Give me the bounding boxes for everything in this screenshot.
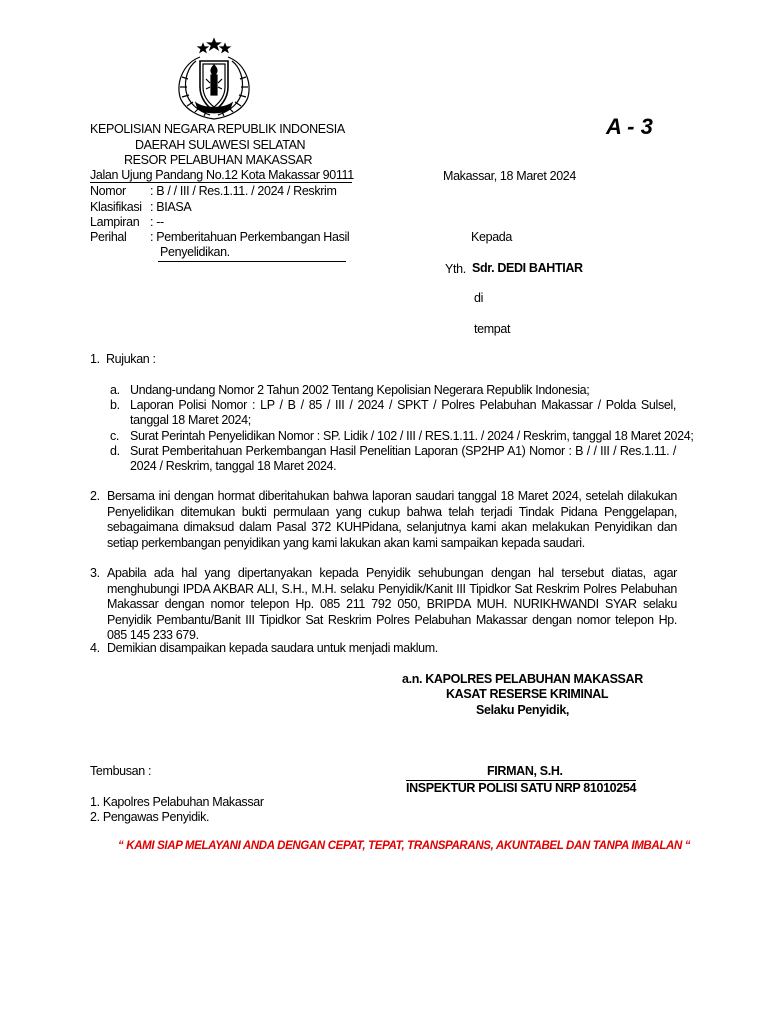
p4-number: 4. <box>90 641 100 655</box>
perihal-value-1: : Pemberitahuan Perkembangan Hasil <box>150 230 350 244</box>
ref-letter: b. <box>110 398 120 412</box>
motto: “ KAMI SIAP MELAYANI ANDA DENGAN CEPAT, TEPAT, TRANSPARANS, AKUNTABEL DAN TANPA IMBALAN “ <box>118 840 691 852</box>
perihal-value-2: Penyelidikan. <box>160 245 230 259</box>
header-underline <box>90 182 352 183</box>
place-date: Makassar, 18 Maret 2024 <box>443 169 576 183</box>
lampiran-label: Lampiran <box>90 215 140 229</box>
signature-an: a.n. KAPOLRES PELABUHAN MAKASSAR <box>402 672 643 686</box>
p1-number: 1. <box>90 352 100 366</box>
klasifikasi-value: : BIASA <box>150 200 192 214</box>
paragraph-2: Bersama ini dengan hormat diberitahukan bahwa laporan saudari tanggal 18 Maret 2024, setelah dilakukan Penyelidikan ditemukan bukti permulaan yang cukup bahwa telah terjadi Tindak Pidana Penggelapan, sebagaimana dimaksud dalam Pasal 372 KUHPidana, selanjutnya kami akan melakukan Penyidikan dan setiap perkembangan penyidikan yang kami lakukan akan kami sampaikan kepada saudari. <box>107 489 677 550</box>
yth-label: Yth. <box>445 262 466 276</box>
recipient-name: Sdr. DEDI BAHTIAR <box>472 261 583 275</box>
document-code: A - 3 <box>606 114 653 139</box>
ref-item: Undang-undang Nomor 2 Tahun 2002 Tentang Kepolisian Negerara Republik Indonesia; <box>130 383 590 397</box>
ref-letter: c. <box>110 429 120 443</box>
p3-number: 3. <box>90 566 100 580</box>
ref-item: Laporan Polisi Nomor : LP / B / 85 / III / 2024 / SPKT / Polres Pelabuhan Makassar / Polda Sulsel, tanggal 18 Maret 2024; <box>130 398 676 427</box>
nomor-label: Nomor <box>90 184 126 198</box>
header-line-2: DAERAH SULAWESI SELATAN <box>135 138 306 152</box>
tembusan-label: Tembusan : <box>90 764 152 778</box>
nomor-value: : B / / III / Res.1.11. / 2024 / Reskrim <box>150 184 337 198</box>
signature-kasat: KASAT RESERSE KRIMINAL <box>446 687 609 701</box>
p2-number: 2. <box>90 489 100 503</box>
ref-letter: d. <box>110 444 120 458</box>
tempat-label: tempat <box>474 322 511 336</box>
klasifikasi-label: Klasifikasi <box>90 200 142 214</box>
header-line-1: KEPOLISIAN NEGARA REPUBLIK INDONESIA <box>90 122 345 136</box>
kepada-label: Kepada <box>471 230 512 244</box>
signature-selaku: Selaku Penyidik, <box>476 703 570 717</box>
paragraph-4: Demikian disampaikan kepada saudara untuk menjadi maklum. <box>107 641 438 655</box>
lampiran-value: : -- <box>150 215 164 229</box>
tembusan-item: 2. Pengawas Penyidik. <box>90 810 210 824</box>
perihal-underline <box>158 261 346 262</box>
tembusan-item: 1. Kapolres Pelabuhan Makassar <box>90 795 264 809</box>
header-line-3: RESOR PELABUHAN MAKASSAR <box>124 153 313 167</box>
signer-rank: INSPEKTUR POLISI SATU NRP 81010254 <box>406 781 637 795</box>
paragraph-3: Apabila ada hal yang dipertanyakan kepada Penyidik sehubungan dengan hal tersebut diatas, agar menghubungi IPDA AKBAR ALI, S.H., M.H. selaku Penyidik/Kanit III Tipidkor Sat Reskrim Polres Pelabuhan Makassar dengan nomor telepon Hp. 085 211 792 050, BRIPDA MUH. NURIKHWANDI SYAR selaku Penyidik Pembantu/Banit III Tipidkor Sat Reskrim Polres Pelabuhan Makassar dengan nomor telepon Hp. 085 145 233 679. <box>107 566 677 642</box>
signer-name: FIRMAN, S.H. <box>487 764 563 778</box>
ref-letter: a. <box>110 383 120 397</box>
ref-item: Surat Pemberitahuan Perkembangan Hasil Penelitian Laporan (SP2HP A1) Nomor : B / / III / Res.1.11. / 2024 / Reskrim, tanggal 18 Maret 2024. <box>130 444 676 473</box>
header-address: Jalan Ujung Pandang No.12 Kota Makassar 90111 <box>90 168 354 182</box>
p1-title: Rujukan : <box>106 352 156 366</box>
ref-item: Surat Perintah Penyelidikan Nomor : SP. Lidik / 102 / III / RES.1.11. / 2024 / Reskrim, tanggal 18 Maret 2024; <box>130 429 694 443</box>
perihal-label: Perihal <box>90 230 127 244</box>
police-emblem-icon <box>170 37 262 123</box>
di-label: di <box>474 291 484 305</box>
